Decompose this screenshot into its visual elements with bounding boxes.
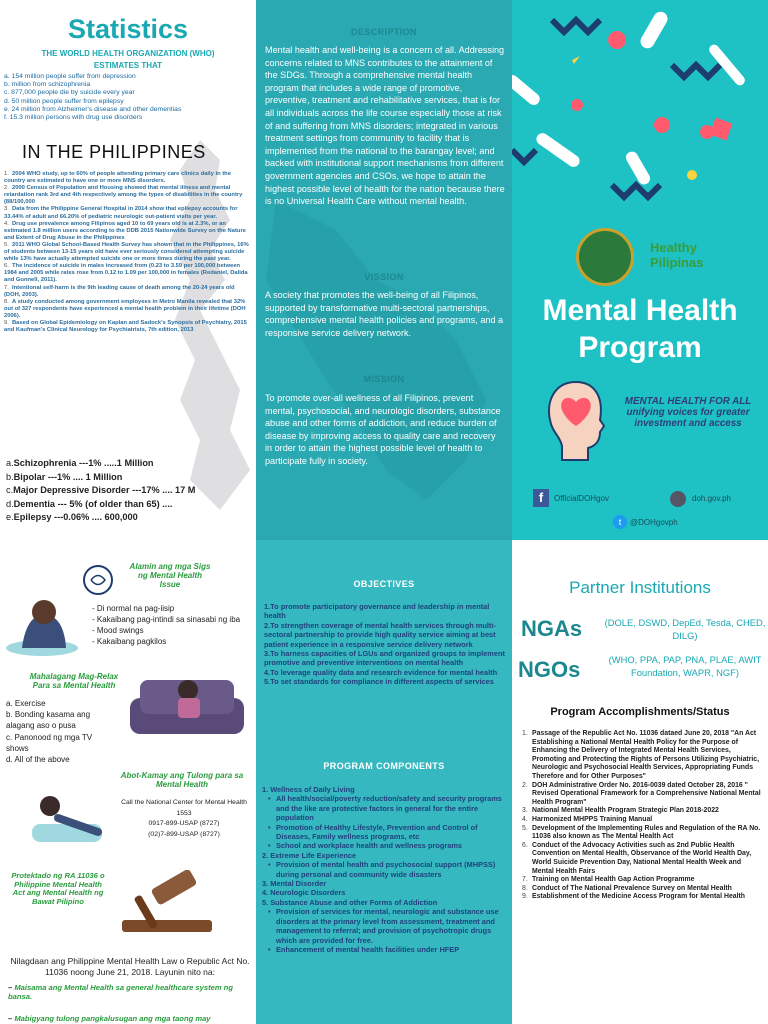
list-item: c. 877,000 people die by suicide every year: [4, 89, 135, 97]
list-item: a.Schizophrenia ---1% .....1 Million: [6, 458, 154, 468]
ngas-list: (DOLE, DSWD, DepEd, Tesda, CHED, DILG): [604, 617, 766, 641]
description-text: Mental health and well-being is a concern of all. Addressing concerns related to MNS contributes to the attainment of the SDGs. Through a comprehensive mental health program that includes a wide range of promotive, preventive, treatment and rehabilitative services, that is for all individuals across the life course especially those at risk of and suffering from MNS disorders; integrated in various treatment settings from community to facility that is implemented from the national to the barangay level; and backed with institutional support mechanisms from different government agencies and CSOs, we hope to attain the highest possible level of health for the nation because there is no Universal Health Care without mental health.: [265, 45, 505, 207]
head-heart-illustration: [540, 376, 612, 462]
decorative-shapes: [512, 0, 768, 230]
law-paragraph: Nilagdaan ang Philippine Mental Health Law o Republic Act No. 11036 noong June 21, 2018. Layunin nito na:: [10, 956, 250, 978]
list-item: 3. Data from the Philippine General Hospital in 2014 show that epilepsy accounts for 33.44% of adult and 66.20% of pediatric neurologic out-patient visits per year.: [4, 206, 238, 220]
list-item: 2. Extreme Life Experience: [262, 850, 357, 860]
list-item: 5. 2011 WHO Global School-Based Health Survey has shown that in the Philippines, 16% of students between 13-15 years old have ever seriously considered attempting suicide while 13% have actually attempted suicide one or more times during the past year.: [4, 241, 249, 263]
ngas-label: NGAs: [521, 616, 583, 641]
program-title: Mental Health Program: [542, 294, 738, 364]
list-item: 2.To strengthen coverage of mental health services through multi-sectoral partnership to provide high quality service aiming at best patient experience in a responsive service delivery network: [264, 620, 496, 649]
vision-heading: VISSION: [364, 272, 404, 282]
list-item: d.Dementia --- 5% (of older than 65) ....: [6, 498, 173, 509]
list-item: - Di normal na pag-iisip: [92, 604, 175, 613]
partners-heading: Partner Institutions: [569, 578, 711, 597]
list-item: c.Major Depressive Disorder ---17% .... 17 M: [6, 485, 196, 495]
description-panel: [256, 0, 512, 540]
law-heading: Protektado ng RA 11036 o Philippine Mental Health Act ang Mental Health ng Bawat Pilipino: [11, 871, 105, 906]
list-item: 7. Training on Mental Health Gap Action Programme: [522, 876, 695, 884]
list-item: e. 24 million from Alzheimer's disease and other dementias: [4, 105, 182, 113]
objectives-list: [264, 602, 510, 687]
list-item: e.Epilepsy ---0.06% .... 600,000: [6, 512, 138, 522]
twitter-icon[interactable]: t: [613, 515, 627, 529]
relaxing-couch-illustration: [122, 668, 252, 748]
accomplishments-heading: Program Accomplishments/Status: [550, 706, 730, 718]
cover-panel: [512, 0, 768, 540]
list-item: 4. Harmonized MHPPS Training Manual: [522, 815, 653, 823]
disorder-prevalence-list: [6, 457, 195, 525]
list-item: 1.To promote participatory governance and leadership in mental health: [264, 602, 490, 621]
list-item: d. All of the above: [6, 755, 70, 765]
list-item: alagang aso o pusa: [6, 721, 76, 731]
list-item: 3. National Mental Health Program Strategic Plan 2018-2022: [522, 807, 719, 815]
list-item: b. Bonding kasama ang: [6, 710, 91, 720]
globe-icon[interactable]: [670, 491, 686, 507]
accomplishments-list: [522, 730, 762, 902]
law-bullet: – Mabigyang tulong pangkalusugan ang mga taong may: [8, 1014, 211, 1023]
list-item: 5. Development of the Implementing Rules and Regulation of the RA No. 11036 also known as The Mental Health Act: [522, 824, 761, 841]
twitter-handle[interactable]: @DOHgovph: [630, 518, 678, 527]
website-link[interactable]: doh.gov.ph: [692, 494, 731, 503]
list-item: f. 15.3 million persons with drug use disorders: [4, 114, 143, 122]
healthy-pilipinas-logo: Healthy Pilipinas: [650, 240, 704, 270]
law-bullet: – Maisama ang Mental Health sa general healthcare system ng bansa.: [8, 983, 233, 1001]
list-item: c. Panonood ng mga TV: [6, 732, 93, 742]
vision-text: A society that promotes the well-being of all Filipinos, supported by transformative multi-sectoral partnerships, comprehensive mental health policies and programs, and a responsive service delivery network.: [265, 290, 504, 338]
signs-list: [92, 603, 240, 647]
sad-woman-illustration: [2, 592, 90, 658]
philippines-heading: IN THE PHILIPPINES: [22, 142, 206, 162]
list-item: d. 50 million people suffer from epilepsy: [4, 97, 124, 105]
list-item: b.Bipolar ---1% .... 1 Million: [6, 471, 123, 482]
list-item: • Provision of mental health and psychosocial support (MHPSS) during personal and community wide disasters: [262, 860, 510, 879]
components-list: [262, 785, 510, 954]
list-item: 2. DOH Administrative Order No. 2016-0039 dated October 28, 2016 " Revised Operational Framework for a Comprehensive National Mental Health Program": [522, 781, 761, 806]
list-item: a. Exercise: [6, 699, 46, 708]
list-item: - Kakaibang pag-intindi sa sinasabi ng iba: [92, 615, 241, 624]
list-item: b. million from schizophrenia: [4, 81, 91, 89]
list-item: - Mood swings: [92, 626, 144, 635]
mission-text: To promote over-all wellness of all Filipinos, prevent mental, psychosocial, and neurologic disorders, substance abuse and other forms of addiction, and reduce burden of disease by improving access to quality care and recovery in order to attain the highest possible level of health to participate fully in society.: [265, 393, 501, 466]
facebook-handle[interactable]: OfficialDOHgov: [554, 494, 609, 503]
doh-seal: [576, 228, 634, 286]
list-item: 5. Substance Abuse and other Forms of Addiction: [262, 897, 438, 907]
signs-heading: Alamin ang mga Sigs ng Mental Health Issue: [129, 562, 211, 589]
list-item: 4.To leverage quality data and research evidence for mental health: [264, 667, 498, 677]
list-item: 4. Drug use prevalence among Filipinos aged 10 to 69 years old is at 2.3%, or an estimated 1.8 million users according to the DDB 2015 Nationwide Survey on the Nature and Extent of Drug Abuse in the Philippines: [4, 220, 246, 241]
list-item: • All health/social/poverty reduction/safety and security programs and the like are protective factors in general for the entire population: [262, 794, 510, 822]
list-item: 2. 2000 Census of Population and Housing showed that mental illness and mental retardation rank 3rd and 4th respectively among the types of disabilities in the country (88/100,000: [4, 185, 243, 206]
components-heading: PROGRAM COMPONENTS: [323, 761, 445, 771]
who-heading: THE WORLD HEALTH ORGANIZATION (WHO) ESTIMATES THAT: [41, 49, 215, 70]
description-heading: DESCRIPTION: [351, 27, 417, 37]
who-list: [4, 73, 181, 122]
list-item: 3. Mental Disorder: [262, 879, 327, 889]
mental-health-tips-panel: [0, 540, 256, 1024]
list-item: 6. Conduct of the Advocacy Activities such as 2nd Public Health Convention on Mental Health, Observance of the World Health Day, World Suicide Prevention Day, National Mental Health Week and Mental Health Fairs: [522, 841, 752, 875]
relax-options-list: [6, 698, 92, 765]
list-item: 8. A study conducted among government employees in Metro Manila revealed that 32% out of 327 respondents have experienced a mental health problem in their lifetime (DOH 2006).: [4, 298, 246, 319]
list-item: 8. Conduct of The National Prevalence Survey on Mental Health: [522, 884, 732, 892]
list-item: shows: [6, 743, 29, 753]
phone-call-illustration: [20, 788, 112, 850]
list-item: 9. Establishment of the Medicine Access Program for Mental Health: [522, 893, 746, 901]
list-item: - Kakaibang pagkilos: [92, 637, 167, 646]
objectives-heading: OBJECTIVES: [353, 579, 415, 589]
list-item: 1. Wellness of Daily Living: [262, 785, 355, 794]
relax-heading: Mahalagang Mag-Relax Para sa Mental Health: [29, 672, 119, 690]
list-item: 5.To set standards for compliance in different aspects of services: [264, 677, 494, 687]
facebook-icon[interactable]: f: [533, 489, 549, 507]
philippines-stats-list: [4, 171, 252, 334]
list-item: • Provision of services for mental, neurologic and substance use disorders at the primary level from assessment, treatment and management to referral; and provision of psychotropic drugs which are provided for free.: [262, 907, 510, 945]
help-contact-info: Call the National Center for Mental Health 1553 0917-899-USAP (8727) (02)7-899-USAP (8727): [121, 799, 247, 838]
list-item: 3.To harness capacities of LGUs and organized groups to implement promotive and preventive interventions on mental health: [264, 649, 505, 668]
ngos-label: NGOs: [518, 657, 581, 682]
mission-heading: MISSION: [363, 374, 405, 384]
list-item: a. 154 million people suffer from depression: [4, 73, 136, 80]
tagline: MENTAL HEALTH FOR ALL unifying voices for greater investment and access: [624, 396, 752, 429]
list-item: 1. Passage of the Republic Act No. 11036 dataed June 20, 2018 "An Act Establishing a National Mental Health Policy for the Purpose of Enhancing the Delivery of Integrated Mental Health Services, Promoting and Protecting the Rights of Persons Utilizing Psychiatric, Neurologic and Psychosocial Health Services, Appropriating Funds Therefore and for Other Purposes": [522, 730, 760, 780]
list-item: 7. Intentional self-harm is the 9th leading cause of death among the 20-24 years old (DOH, 2003).: [4, 284, 235, 298]
statistics-panel: [0, 0, 256, 540]
list-item: • Enhancement of mental health facilities under HFEP: [262, 945, 510, 954]
list-item: 9. Based on Global Epidemiology on Kaplan and Sadock's Synopsis of Psychiatry, 2015 and Kaufman's Clinical Neurology for Psychiatrists, 7th edition, 2013: [4, 319, 247, 334]
gavel-illustration: [112, 870, 222, 938]
help-heading: Abot-Kamay ang Tulong para sa Mental Health: [120, 771, 244, 789]
list-item: • School and workplace health and wellness programs: [262, 841, 510, 850]
list-item: 1. 2004 WHO study, up to 60% of people attending primary care clinics daily in the country are estimated to have one or more MNS disorders.: [4, 171, 231, 185]
list-item: 4. Neurologic Disorders: [262, 888, 346, 898]
list-item: • Promotion of Healthy Lifestyle, Prevention and Control of Diseases, Family wellness programs, etc: [262, 823, 510, 842]
statistics-title: Statistics: [67, 14, 189, 44]
list-item: 6. The incidence of suicide in males increased from (0.23 to 3.59 per 100,000 between 1984 and 2005 while rates rose from 0.12 to 1.09 per 100,000 in females (Redaniel, Dalida and Gunnell, 2011).: [4, 263, 248, 284]
ngos-list: (WHO, PPA, PAP, PNA, PLAE, AWIT Foundation, WAPR, NGF): [608, 654, 762, 678]
